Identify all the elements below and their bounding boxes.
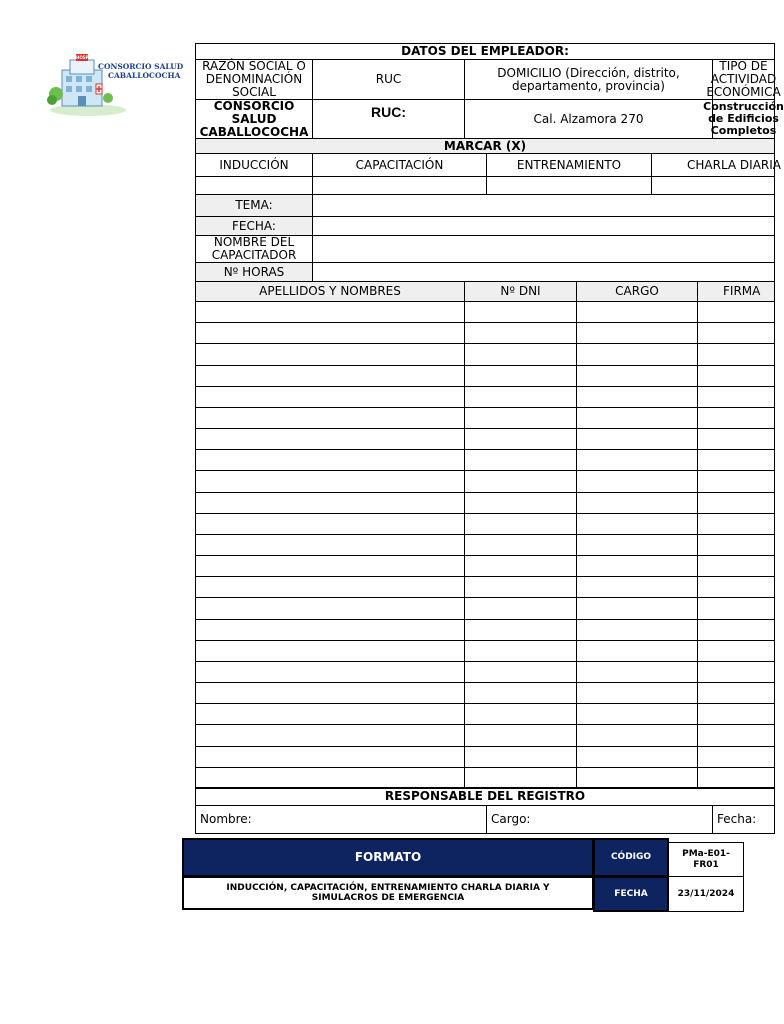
row-cell-cargo[interactable] <box>576 449 698 471</box>
option-induccion-label: INDUCCIÓN <box>195 153 313 177</box>
row-cell-dni[interactable] <box>464 724 577 746</box>
row-cell-nombres[interactable] <box>195 576 465 598</box>
option-charla-mark[interactable] <box>651 176 775 195</box>
tema-label: TEMA: <box>195 194 313 217</box>
row-cell-firma[interactable] <box>697 597 775 619</box>
ruc-value: RUC: <box>312 99 465 139</box>
row-cell-nombres[interactable] <box>195 661 465 683</box>
row-cell-dni[interactable] <box>464 640 577 662</box>
row-cell-cargo[interactable] <box>576 407 698 429</box>
row-cell-cargo[interactable] <box>576 682 698 704</box>
row-cell-firma[interactable] <box>697 492 775 514</box>
row-cell-dni[interactable] <box>464 682 577 704</box>
logo-badge: HOSPITAL <box>76 55 99 60</box>
row-cell-cargo[interactable] <box>576 386 698 408</box>
capacitador-field[interactable] <box>312 235 775 263</box>
row-cell-cargo[interactable] <box>576 534 698 556</box>
row-cell-cargo[interactable] <box>576 555 698 577</box>
fecha-label-footer: FECHA <box>593 876 669 912</box>
row-cell-cargo[interactable] <box>576 767 698 789</box>
row-cell-firma[interactable] <box>697 343 775 365</box>
row-cell-dni[interactable] <box>464 703 577 725</box>
row-cell-nombres[interactable] <box>195 724 465 746</box>
formato-header: FORMATO <box>182 838 594 877</box>
row-cell-firma[interactable] <box>697 661 775 683</box>
option-capacitacion-mark[interactable] <box>312 176 487 195</box>
row-cell-dni[interactable] <box>464 428 577 450</box>
row-cell-nombres[interactable] <box>195 767 465 789</box>
row-cell-cargo[interactable] <box>576 640 698 662</box>
row-cell-cargo[interactable] <box>576 513 698 535</box>
logo-text-line1: CONSORCIO SALUD <box>98 62 184 71</box>
row-cell-firma[interactable] <box>697 386 775 408</box>
row-cell-dni[interactable] <box>464 449 577 471</box>
row-cell-nombres[interactable] <box>195 428 465 450</box>
logo-text-line2: CABALLOCOCHA <box>108 71 181 80</box>
row-cell-firma[interactable] <box>697 640 775 662</box>
row-cell-dni[interactable] <box>464 555 577 577</box>
row-cell-firma[interactable] <box>697 407 775 429</box>
horas-label: Nº HORAS <box>195 262 313 282</box>
codigo-label: CÓDIGO <box>593 838 669 877</box>
row-cell-firma[interactable] <box>697 513 775 535</box>
razon-social-value: CONSORCIO SALUD CABALLOCOCHA <box>195 99 313 139</box>
responsable-fecha-field[interactable]: Fecha: <box>712 805 775 834</box>
row-cell-dni[interactable] <box>464 513 577 535</box>
row-cell-cargo[interactable] <box>576 343 698 365</box>
col-header-dni: Nº DNI <box>464 281 577 302</box>
row-cell-cargo[interactable] <box>576 661 698 683</box>
row-cell-firma[interactable] <box>697 322 775 344</box>
row-cell-nombres[interactable] <box>195 619 465 641</box>
row-cell-firma[interactable] <box>697 767 775 789</box>
row-cell-cargo[interactable] <box>576 365 698 387</box>
row-cell-firma[interactable] <box>697 619 775 641</box>
ruc-label: RUC <box>312 59 465 100</box>
row-cell-nombres[interactable] <box>195 343 465 365</box>
option-capacitacion-label: CAPACITACIÓN <box>312 153 487 177</box>
row-cell-nombres[interactable] <box>195 407 465 429</box>
domicilio-label: DOMICILIO (Dirección, distrito, departamento, provincia) <box>464 59 713 100</box>
row-cell-dni[interactable] <box>464 619 577 641</box>
row-cell-cargo[interactable] <box>576 428 698 450</box>
row-cell-firma[interactable] <box>697 724 775 746</box>
tipo-actividad-value: Construcción de Edificios Completos <box>703 100 784 137</box>
option-entrenamiento-mark[interactable] <box>486 176 652 195</box>
codigo-value: PMa-E01-FR01 <box>668 842 744 877</box>
col-header-cargo: CARGO <box>576 281 698 302</box>
row-cell-nombres[interactable] <box>195 555 465 577</box>
row-cell-cargo[interactable] <box>576 301 698 323</box>
row-cell-nombres[interactable] <box>195 301 465 323</box>
row-cell-firma[interactable] <box>697 301 775 323</box>
row-cell-dni[interactable] <box>464 470 577 492</box>
row-cell-dni[interactable] <box>464 597 577 619</box>
row-cell-firma[interactable] <box>697 428 775 450</box>
row-cell-dni[interactable] <box>464 576 577 598</box>
company-logo <box>48 52 186 118</box>
row-cell-cargo[interactable] <box>576 746 698 768</box>
row-cell-firma[interactable] <box>697 576 775 598</box>
row-cell-firma[interactable] <box>697 555 775 577</box>
row-cell-firma[interactable] <box>697 365 775 387</box>
razon-social-label: RAZÓN SOCIAL O DENOMINACIÓN SOCIAL <box>195 59 313 100</box>
row-cell-firma[interactable] <box>697 470 775 492</box>
row-cell-nombres[interactable] <box>195 470 465 492</box>
row-cell-nombres[interactable] <box>195 703 465 725</box>
row-cell-dni[interactable] <box>464 365 577 387</box>
row-cell-cargo[interactable] <box>576 619 698 641</box>
row-cell-dni[interactable] <box>464 343 577 365</box>
fecha-value-footer: 23/11/2024 <box>668 876 744 912</box>
row-cell-nombres[interactable] <box>195 386 465 408</box>
tipo-actividad-label: TIPO DE ACTIVIDAD ECONÓMICA <box>706 59 781 99</box>
row-cell-cargo[interactable] <box>576 576 698 598</box>
row-cell-nombres[interactable] <box>195 746 465 768</box>
row-cell-dni[interactable] <box>464 407 577 429</box>
col-header-firma: FIRMA <box>697 281 775 302</box>
row-cell-dni[interactable] <box>464 386 577 408</box>
row-cell-dni[interactable] <box>464 301 577 323</box>
row-cell-cargo[interactable] <box>576 597 698 619</box>
row-cell-nombres[interactable] <box>195 492 465 514</box>
row-cell-cargo[interactable] <box>576 322 698 344</box>
formato-title: INDUCCIÓN, CAPACITACIÓN, ENTRENAMIENTO CHARLA DIARIA Y SIMULACROS DE EMERGENCIA <box>182 876 594 910</box>
fecha-field[interactable] <box>312 216 775 236</box>
row-cell-dni[interactable] <box>464 767 577 789</box>
fecha-label: FECHA: <box>195 216 313 236</box>
domicilio-value: Cal. Alzamora 270 <box>464 99 713 139</box>
row-cell-dni[interactable] <box>464 322 577 344</box>
row-cell-nombres[interactable] <box>195 365 465 387</box>
row-cell-nombres[interactable] <box>195 449 465 471</box>
option-induccion-mark[interactable] <box>195 176 313 195</box>
option-entrenamiento-label: ENTRENAMIENTO <box>486 153 652 177</box>
row-cell-nombres[interactable] <box>195 682 465 704</box>
row-cell-nombres[interactable] <box>195 597 465 619</box>
row-cell-nombres[interactable] <box>195 640 465 662</box>
row-cell-cargo[interactable] <box>576 470 698 492</box>
row-cell-cargo[interactable] <box>576 492 698 514</box>
row-cell-dni[interactable] <box>464 534 577 556</box>
responsable-header: RESPONSABLE DEL REGISTRO <box>195 787 775 806</box>
row-cell-firma[interactable] <box>697 746 775 768</box>
responsable-cargo-field[interactable]: Cargo: <box>486 805 713 834</box>
employer-section-header: DATOS DEL EMPLEADOR: <box>195 43 775 60</box>
row-cell-nombres[interactable] <box>195 534 465 556</box>
row-cell-firma[interactable] <box>697 449 775 471</box>
option-charla-label: CHARLA DIARIA <box>651 153 775 177</box>
row-cell-firma[interactable] <box>697 703 775 725</box>
row-cell-nombres[interactable] <box>195 322 465 344</box>
row-cell-dni[interactable] <box>464 661 577 683</box>
col-header-nombres: APELLIDOS Y NOMBRES <box>195 281 465 302</box>
row-cell-dni[interactable] <box>464 492 577 514</box>
row-cell-firma[interactable] <box>697 534 775 556</box>
responsable-nombre-field[interactable]: Nombre: <box>195 805 487 834</box>
row-cell-nombres[interactable] <box>195 513 465 535</box>
row-cell-cargo[interactable] <box>576 724 698 746</box>
capacitador-label: NOMBRE DEL CAPACITADOR <box>195 235 313 263</box>
horas-field[interactable] <box>312 262 775 282</box>
tema-field[interactable] <box>312 194 775 217</box>
row-cell-firma[interactable] <box>697 682 775 704</box>
row-cell-dni[interactable] <box>464 746 577 768</box>
row-cell-cargo[interactable] <box>576 703 698 725</box>
marcar-header: MARCAR (X) <box>195 138 775 154</box>
